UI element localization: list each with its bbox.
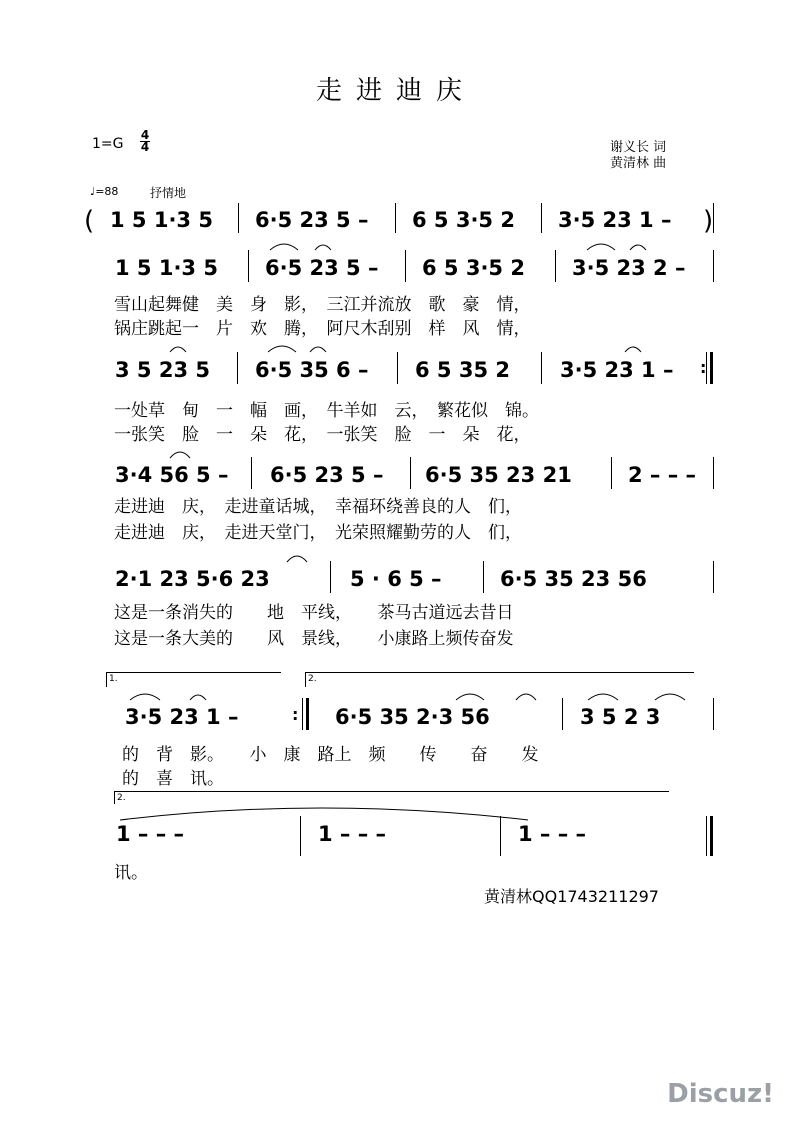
slur bbox=[456, 694, 484, 700]
time-signature: 4 4 bbox=[140, 128, 150, 154]
lyric-line: 的 喜 讯。 bbox=[122, 769, 224, 789]
measure-3-2: 6·5 35 6 – bbox=[255, 358, 369, 382]
slur bbox=[587, 244, 615, 250]
open-paren: ( bbox=[84, 206, 95, 236]
lyric-line: 一张笑 脸 一 朵 花， 一张笑 脸 一 朵 花， bbox=[114, 425, 531, 445]
measure-2-1: 1 5 1·3 5 bbox=[115, 256, 218, 280]
measure-2-4: 3·5 23 2 – bbox=[572, 256, 686, 280]
slur bbox=[270, 244, 298, 250]
measure-1-3: 6 5 3·5 2 bbox=[412, 208, 515, 232]
lyric-line: 一处草 甸 一 幅 画， 牛羊如 云， 繁花似 锦。 bbox=[114, 401, 539, 421]
lyric-line: 讯。 bbox=[114, 863, 148, 883]
close-paren: ) bbox=[703, 206, 714, 236]
measure-3-3: 6 5 35 2 bbox=[415, 358, 510, 382]
slur bbox=[170, 452, 190, 458]
lyric-line: 锅庄跳起一 片 欢 腾， 阿尺木刮别 样 风 情， bbox=[114, 319, 531, 339]
measure-2-3: 6 5 3·5 2 bbox=[422, 256, 525, 280]
slur bbox=[170, 347, 186, 352]
expression-mark: 抒情地 bbox=[150, 186, 187, 200]
volta-number: 1. bbox=[109, 674, 118, 684]
slur bbox=[130, 694, 160, 700]
key-signature: 1=G bbox=[92, 136, 124, 152]
slur bbox=[655, 694, 685, 700]
measure-4-1: 3·4 56 5 – bbox=[115, 463, 229, 487]
signature: 黄清林QQ1743211297 bbox=[484, 887, 659, 906]
tempo-mark: ♩=88 bbox=[90, 185, 119, 198]
measure-5-1: 2·1 23 5·6 23 bbox=[115, 567, 270, 591]
lyric-line: 雪山起舞健 美 身 影， 三江并流放 歌 豪 情， bbox=[114, 295, 531, 315]
lyric-line: 走进迪 庆， 走进童话城， 幸福环绕善良的人 们， bbox=[114, 497, 522, 517]
measure-1-1: 1 5 1·3 5 bbox=[110, 208, 213, 232]
measure-5-2: 5 · 6 5 – bbox=[350, 567, 442, 591]
measure-1-2: 6·5 23 5 – bbox=[255, 208, 369, 232]
measure-2-2: 6·5 23 5 – bbox=[265, 256, 379, 280]
slur bbox=[630, 245, 646, 250]
measure-6-3: 3 5 2 3 bbox=[580, 705, 661, 729]
page-title: 走进迪庆 bbox=[315, 76, 476, 106]
measure-7-3: 1 – – – bbox=[518, 822, 587, 846]
measure-6-1: 3·5 23 1 – bbox=[125, 705, 239, 729]
slur bbox=[310, 347, 326, 352]
slur bbox=[625, 347, 641, 352]
lyric-line: 走进迪 庆， 走进天堂门， 光荣照耀勤劳的人 们， bbox=[114, 523, 522, 543]
measure-5-3: 6·5 35 23 56 bbox=[500, 567, 647, 591]
measure-6-2: 6·5 35 2·3 56 bbox=[335, 705, 490, 729]
measure-4-2: 6·5 23 5 – bbox=[270, 463, 384, 487]
slur bbox=[588, 694, 618, 700]
repeat-dots: : bbox=[292, 705, 299, 724]
lyricist-credit: 谢义长 词 bbox=[610, 140, 667, 155]
lyric-line: 这是一条大美的 风 景线， 小康路上频传奋发 bbox=[114, 629, 514, 649]
measure-3-1: 3 5 23 5 bbox=[115, 358, 210, 382]
slur bbox=[516, 694, 536, 700]
measure-3-4: 3·5 23 1 – bbox=[560, 358, 674, 382]
measure-4-4: 2 – – – bbox=[628, 463, 697, 487]
slur bbox=[287, 556, 307, 562]
lyric-line: 的 背 影。 小 康 路上 频 传 奋 发 bbox=[122, 745, 539, 765]
repeat-dots: : bbox=[700, 358, 707, 377]
measure-7-1: 1 – – – bbox=[116, 822, 185, 846]
measure-1-4: 3·5 23 1 – bbox=[558, 208, 672, 232]
volta-number: 2. bbox=[117, 793, 126, 803]
measure-4-3: 6·5 35 23 21 bbox=[425, 463, 572, 487]
tie bbox=[120, 808, 528, 820]
lyric-line: 这是一条消失的 地 平线， 茶马古道远去昔日 bbox=[114, 603, 514, 623]
volta-number: 2. bbox=[308, 674, 317, 684]
measure-7-2: 1 – – – bbox=[318, 822, 387, 846]
composer-credit: 黄清林 曲 bbox=[610, 156, 667, 171]
slur bbox=[190, 695, 206, 700]
watermark-logo: Discuz! bbox=[667, 1079, 774, 1109]
slur bbox=[268, 346, 296, 352]
slur bbox=[315, 245, 331, 250]
